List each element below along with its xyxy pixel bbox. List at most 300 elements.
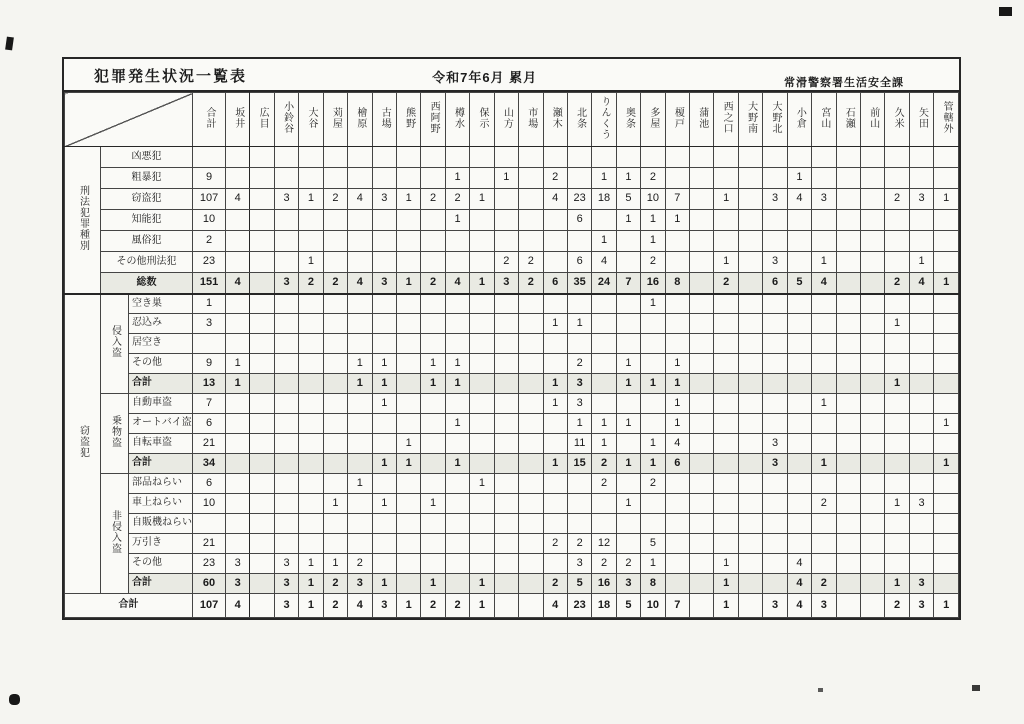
value-cell: 5 bbox=[641, 534, 665, 554]
value-cell bbox=[250, 189, 274, 210]
value-cell: 23 bbox=[193, 252, 226, 273]
value-cell bbox=[323, 252, 347, 273]
value-cell: 3 bbox=[494, 273, 518, 294]
value-cell bbox=[445, 554, 469, 574]
value-cell bbox=[396, 294, 420, 314]
value-cell: 1 bbox=[396, 454, 420, 474]
value-cell bbox=[860, 454, 884, 474]
value-cell bbox=[226, 294, 250, 314]
column-header: 保示 bbox=[470, 93, 494, 147]
row-label: 部品ねらい bbox=[129, 474, 193, 494]
value-cell bbox=[812, 374, 836, 394]
value-cell: 1 bbox=[299, 554, 323, 574]
value-cell bbox=[714, 494, 738, 514]
value-cell: 1 bbox=[348, 354, 372, 374]
value-cell bbox=[592, 394, 616, 414]
value-cell: 4 bbox=[226, 273, 250, 294]
value-cell bbox=[714, 354, 738, 374]
value-cell: 10 bbox=[193, 210, 226, 231]
value-cell bbox=[274, 354, 298, 374]
value-cell bbox=[860, 534, 884, 554]
value-cell bbox=[690, 454, 714, 474]
row-label: 忍込み bbox=[129, 314, 193, 334]
value-cell bbox=[812, 474, 836, 494]
value-cell bbox=[348, 252, 372, 273]
value-cell bbox=[421, 434, 445, 454]
value-cell bbox=[323, 374, 347, 394]
value-cell bbox=[494, 494, 518, 514]
value-cell bbox=[445, 494, 469, 514]
value-cell bbox=[494, 534, 518, 554]
value-cell bbox=[909, 168, 933, 189]
value-cell bbox=[445, 252, 469, 273]
value-cell bbox=[396, 354, 420, 374]
value-cell: 1 bbox=[812, 252, 836, 273]
value-cell: 4 bbox=[543, 189, 567, 210]
value-cell: 60 bbox=[193, 574, 226, 594]
value-cell bbox=[567, 147, 591, 168]
value-cell: 1 bbox=[445, 454, 469, 474]
value-cell: 24 bbox=[592, 273, 616, 294]
column-header: 宮山 bbox=[812, 93, 836, 147]
table-row bbox=[65, 231, 959, 252]
value-cell bbox=[323, 534, 347, 554]
value-cell bbox=[641, 494, 665, 514]
row-label: 凶悪犯 bbox=[101, 147, 193, 168]
value-cell bbox=[421, 454, 445, 474]
value-cell bbox=[909, 147, 933, 168]
value-cell bbox=[567, 514, 591, 534]
value-cell: 3 bbox=[226, 554, 250, 574]
value-cell bbox=[934, 147, 959, 168]
value-cell bbox=[885, 354, 909, 374]
value-cell bbox=[592, 494, 616, 514]
value-cell: 1 bbox=[812, 394, 836, 414]
column-header: 大谷 bbox=[299, 93, 323, 147]
value-cell bbox=[934, 314, 959, 334]
value-cell bbox=[860, 394, 884, 414]
value-cell bbox=[250, 210, 274, 231]
value-cell bbox=[690, 514, 714, 534]
value-cell bbox=[250, 231, 274, 252]
value-cell bbox=[567, 494, 591, 514]
value-cell bbox=[470, 554, 494, 574]
value-cell bbox=[445, 294, 469, 314]
value-cell bbox=[592, 314, 616, 334]
value-cell bbox=[860, 210, 884, 231]
value-cell bbox=[665, 294, 689, 314]
value-cell: 2 bbox=[519, 252, 543, 273]
value-cell: 8 bbox=[665, 273, 689, 294]
value-cell bbox=[470, 374, 494, 394]
value-cell bbox=[909, 314, 933, 334]
column-header: 苅屋 bbox=[323, 93, 347, 147]
value-cell bbox=[396, 231, 420, 252]
value-cell bbox=[616, 294, 640, 314]
value-cell bbox=[250, 414, 274, 434]
value-cell bbox=[787, 454, 811, 474]
value-cell: 6 bbox=[567, 252, 591, 273]
value-cell: 1 bbox=[396, 189, 420, 210]
value-cell bbox=[738, 374, 762, 394]
department-name: 常滑警察署生活安全課 bbox=[784, 77, 904, 89]
value-cell bbox=[738, 494, 762, 514]
value-cell bbox=[193, 514, 226, 534]
value-cell: 1 bbox=[543, 314, 567, 334]
value-cell bbox=[396, 494, 420, 514]
value-cell bbox=[592, 514, 616, 534]
value-cell bbox=[519, 414, 543, 434]
value-cell bbox=[226, 434, 250, 454]
value-cell bbox=[934, 231, 959, 252]
value-cell bbox=[519, 554, 543, 574]
value-cell bbox=[714, 294, 738, 314]
value-cell bbox=[738, 394, 762, 414]
value-cell bbox=[860, 494, 884, 514]
value-cell bbox=[860, 434, 884, 454]
value-cell bbox=[885, 210, 909, 231]
value-cell: 2 bbox=[323, 189, 347, 210]
value-cell bbox=[665, 514, 689, 534]
value-cell: 2 bbox=[641, 168, 665, 189]
value-cell bbox=[494, 147, 518, 168]
value-cell: 1 bbox=[592, 168, 616, 189]
value-cell: 4 bbox=[592, 252, 616, 273]
value-cell: 1 bbox=[226, 374, 250, 394]
value-cell: 2 bbox=[323, 273, 347, 294]
value-cell bbox=[836, 168, 860, 189]
row-label: 自動車盗 bbox=[129, 394, 193, 414]
value-cell: 1 bbox=[470, 273, 494, 294]
value-cell bbox=[885, 414, 909, 434]
value-cell bbox=[519, 354, 543, 374]
value-cell bbox=[763, 374, 787, 394]
table-row bbox=[65, 314, 959, 334]
column-header: 熊野 bbox=[396, 93, 420, 147]
value-cell bbox=[616, 314, 640, 334]
value-cell bbox=[372, 147, 396, 168]
value-cell bbox=[690, 334, 714, 354]
value-cell: 5 bbox=[616, 189, 640, 210]
value-cell bbox=[543, 514, 567, 534]
value-cell bbox=[299, 147, 323, 168]
value-cell bbox=[274, 168, 298, 189]
row-label: 総数 bbox=[101, 273, 193, 294]
value-cell bbox=[714, 474, 738, 494]
column-header: 西阿野 bbox=[421, 93, 445, 147]
value-cell bbox=[860, 273, 884, 294]
value-cell bbox=[250, 273, 274, 294]
table-row bbox=[65, 147, 959, 168]
value-cell bbox=[470, 334, 494, 354]
value-cell bbox=[690, 294, 714, 314]
value-cell bbox=[665, 554, 689, 574]
value-cell bbox=[494, 189, 518, 210]
value-cell bbox=[787, 434, 811, 454]
value-cell bbox=[885, 534, 909, 554]
value-cell: 1 bbox=[299, 574, 323, 594]
value-cell bbox=[421, 210, 445, 231]
value-cell bbox=[372, 210, 396, 231]
value-cell bbox=[396, 514, 420, 534]
value-cell: 1 bbox=[470, 189, 494, 210]
value-cell bbox=[250, 294, 274, 314]
value-cell bbox=[348, 147, 372, 168]
value-cell: 1 bbox=[812, 454, 836, 474]
value-cell bbox=[836, 334, 860, 354]
value-cell bbox=[226, 210, 250, 231]
value-cell bbox=[519, 534, 543, 554]
value-cell: 2 bbox=[885, 189, 909, 210]
value-cell bbox=[641, 394, 665, 414]
value-cell bbox=[616, 434, 640, 454]
value-cell bbox=[738, 189, 762, 210]
row-label: 万引き bbox=[129, 534, 193, 554]
value-cell bbox=[323, 354, 347, 374]
value-cell bbox=[299, 334, 323, 354]
value-cell bbox=[250, 374, 274, 394]
table-row bbox=[65, 494, 959, 514]
value-cell bbox=[348, 534, 372, 554]
value-cell bbox=[396, 414, 420, 434]
value-cell: 1 bbox=[348, 474, 372, 494]
value-cell: 1 bbox=[372, 354, 396, 374]
scan-artifact bbox=[999, 7, 1012, 16]
value-cell bbox=[641, 514, 665, 534]
value-cell bbox=[274, 374, 298, 394]
value-cell bbox=[396, 210, 420, 231]
value-cell bbox=[885, 514, 909, 534]
value-cell bbox=[738, 454, 762, 474]
value-cell bbox=[274, 394, 298, 414]
value-cell: 3 bbox=[274, 574, 298, 594]
value-cell: 5 bbox=[787, 273, 811, 294]
value-cell bbox=[519, 147, 543, 168]
value-cell bbox=[690, 189, 714, 210]
value-cell: 1 bbox=[616, 454, 640, 474]
table-row bbox=[65, 594, 959, 618]
value-cell bbox=[738, 334, 762, 354]
value-cell bbox=[250, 454, 274, 474]
value-cell bbox=[519, 334, 543, 354]
value-cell: 1 bbox=[445, 414, 469, 434]
value-cell bbox=[641, 314, 665, 334]
value-cell bbox=[836, 574, 860, 594]
value-cell bbox=[860, 168, 884, 189]
value-cell: 4 bbox=[812, 273, 836, 294]
row-label: 空き巣 bbox=[129, 294, 193, 314]
column-header: 榎戸 bbox=[665, 93, 689, 147]
value-cell bbox=[494, 210, 518, 231]
table-row bbox=[65, 273, 959, 294]
value-cell: 13 bbox=[193, 374, 226, 394]
value-cell bbox=[885, 294, 909, 314]
table-row bbox=[65, 252, 959, 273]
value-cell bbox=[421, 294, 445, 314]
value-cell: 2 bbox=[421, 594, 445, 618]
value-cell bbox=[714, 394, 738, 414]
value-cell bbox=[250, 434, 274, 454]
value-cell: 7 bbox=[665, 594, 689, 618]
row-label: 窃盗犯 bbox=[101, 189, 193, 210]
value-cell bbox=[836, 189, 860, 210]
value-cell bbox=[763, 574, 787, 594]
value-cell bbox=[274, 231, 298, 252]
value-cell bbox=[836, 231, 860, 252]
value-cell: 1 bbox=[470, 574, 494, 594]
value-cell: 2 bbox=[543, 574, 567, 594]
value-cell bbox=[519, 314, 543, 334]
value-cell: 1 bbox=[421, 574, 445, 594]
value-cell bbox=[250, 494, 274, 514]
value-cell bbox=[763, 494, 787, 514]
value-cell bbox=[763, 168, 787, 189]
value-cell bbox=[274, 252, 298, 273]
value-cell bbox=[738, 210, 762, 231]
value-cell: 1 bbox=[616, 354, 640, 374]
value-cell bbox=[494, 354, 518, 374]
value-cell: 9 bbox=[193, 168, 226, 189]
value-cell: 6 bbox=[193, 474, 226, 494]
row-label: 居空き bbox=[129, 334, 193, 354]
value-cell bbox=[348, 414, 372, 434]
value-cell: 2 bbox=[592, 554, 616, 574]
title-row bbox=[64, 59, 959, 92]
value-cell bbox=[421, 314, 445, 334]
value-cell bbox=[641, 414, 665, 434]
table-row bbox=[65, 514, 959, 534]
value-cell: 6 bbox=[763, 273, 787, 294]
subgroup-label: 非侵入盗 bbox=[101, 474, 129, 594]
value-cell bbox=[860, 189, 884, 210]
value-cell: 1 bbox=[787, 168, 811, 189]
value-cell bbox=[519, 514, 543, 534]
value-cell bbox=[836, 554, 860, 574]
value-cell bbox=[787, 147, 811, 168]
value-cell bbox=[494, 334, 518, 354]
value-cell bbox=[909, 354, 933, 374]
value-cell bbox=[690, 273, 714, 294]
value-cell bbox=[274, 147, 298, 168]
scan-artifact bbox=[5, 37, 14, 51]
value-cell bbox=[396, 394, 420, 414]
value-cell bbox=[836, 474, 860, 494]
table-row bbox=[65, 210, 959, 231]
value-cell bbox=[714, 374, 738, 394]
value-cell bbox=[836, 374, 860, 394]
value-cell bbox=[812, 434, 836, 454]
value-cell: 1 bbox=[665, 210, 689, 231]
value-cell bbox=[787, 414, 811, 434]
value-cell bbox=[519, 374, 543, 394]
value-cell bbox=[934, 514, 959, 534]
value-cell bbox=[567, 231, 591, 252]
value-cell bbox=[421, 534, 445, 554]
column-header: 大野北 bbox=[763, 93, 787, 147]
row-label: その他 bbox=[129, 554, 193, 574]
value-cell bbox=[519, 189, 543, 210]
value-cell: 1 bbox=[641, 294, 665, 314]
value-cell bbox=[421, 231, 445, 252]
value-cell: 1 bbox=[641, 554, 665, 574]
table-row bbox=[65, 554, 959, 574]
value-cell bbox=[323, 231, 347, 252]
column-header: 奥条 bbox=[616, 93, 640, 147]
value-cell bbox=[738, 252, 762, 273]
value-cell: 1 bbox=[592, 231, 616, 252]
value-cell bbox=[519, 231, 543, 252]
value-cell bbox=[226, 147, 250, 168]
value-cell bbox=[738, 594, 762, 618]
row-label: 知能犯 bbox=[101, 210, 193, 231]
value-cell bbox=[885, 147, 909, 168]
table-row bbox=[65, 454, 959, 474]
table-row bbox=[65, 294, 959, 314]
value-cell bbox=[738, 534, 762, 554]
value-cell bbox=[226, 454, 250, 474]
value-cell bbox=[885, 394, 909, 414]
value-cell: 1 bbox=[445, 210, 469, 231]
value-cell bbox=[812, 168, 836, 189]
value-cell bbox=[299, 454, 323, 474]
value-cell bbox=[323, 394, 347, 414]
value-cell: 18 bbox=[592, 189, 616, 210]
value-cell bbox=[812, 294, 836, 314]
value-cell bbox=[299, 354, 323, 374]
report-period: 令和7年6月 累月 bbox=[432, 70, 538, 85]
value-cell bbox=[909, 231, 933, 252]
value-cell bbox=[323, 474, 347, 494]
value-cell bbox=[909, 474, 933, 494]
value-cell bbox=[494, 434, 518, 454]
value-cell: 2 bbox=[299, 273, 323, 294]
value-cell bbox=[445, 314, 469, 334]
value-cell: 1 bbox=[616, 210, 640, 231]
value-cell bbox=[226, 168, 250, 189]
table-row bbox=[65, 374, 959, 394]
value-cell bbox=[738, 168, 762, 189]
value-cell: 1 bbox=[714, 554, 738, 574]
value-cell: 2 bbox=[885, 273, 909, 294]
value-cell bbox=[763, 334, 787, 354]
value-cell: 4 bbox=[543, 594, 567, 618]
value-cell bbox=[665, 147, 689, 168]
table-row bbox=[65, 189, 959, 210]
value-cell bbox=[690, 594, 714, 618]
value-cell bbox=[592, 294, 616, 314]
column-header: 北条 bbox=[567, 93, 591, 147]
value-cell bbox=[836, 434, 860, 454]
value-cell: 3 bbox=[193, 314, 226, 334]
table-row bbox=[65, 414, 959, 434]
value-cell bbox=[470, 147, 494, 168]
value-cell bbox=[738, 554, 762, 574]
value-cell bbox=[738, 434, 762, 454]
value-cell bbox=[836, 273, 860, 294]
value-cell bbox=[250, 354, 274, 374]
value-cell bbox=[567, 294, 591, 314]
value-cell bbox=[860, 147, 884, 168]
value-cell: 6 bbox=[543, 273, 567, 294]
value-cell: 1 bbox=[470, 474, 494, 494]
value-cell: 1 bbox=[543, 454, 567, 474]
value-cell: 1 bbox=[909, 252, 933, 273]
value-cell bbox=[909, 374, 933, 394]
value-cell bbox=[909, 554, 933, 574]
value-cell bbox=[714, 514, 738, 534]
value-cell bbox=[909, 454, 933, 474]
value-cell bbox=[372, 434, 396, 454]
